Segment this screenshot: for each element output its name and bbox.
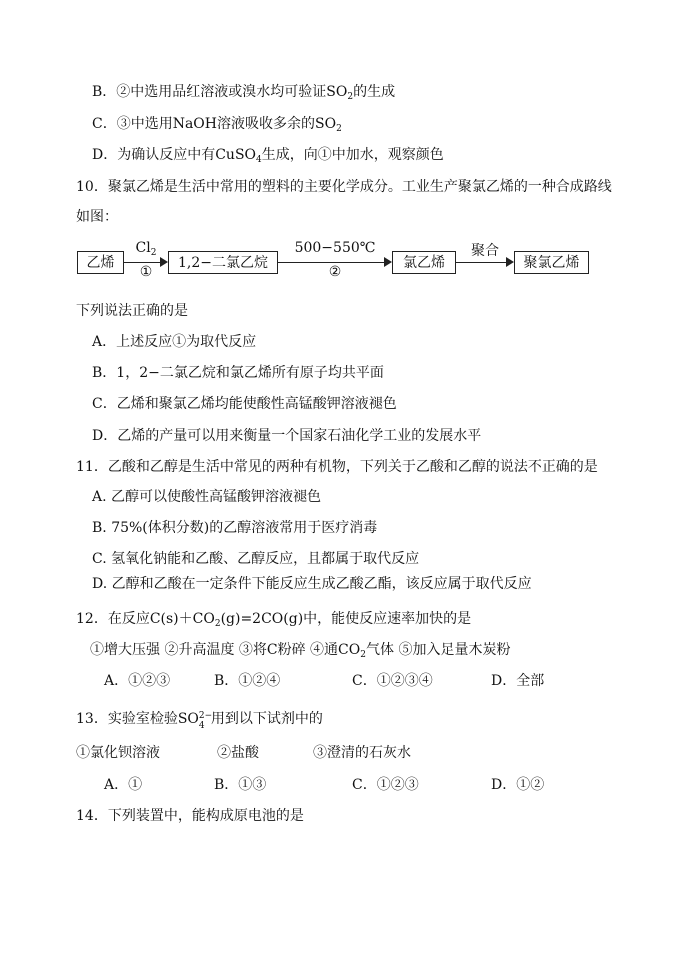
q13-reagent-1: ①氯化钡溶液 <box>76 745 160 761</box>
q12-option-b: B．①②④ <box>214 673 281 689</box>
q12-conditions-tail: 气体 ⑤加入足量木炭粉 <box>366 642 511 658</box>
q11-stem: 11．乙酸和乙醇是生活中常见的两种有机物，下列关于乙酸和乙醇的说法不正确的是 <box>76 459 598 475</box>
q10-option-b: B．1，2−二氯乙烷和氯乙烯所有原子均共平面 <box>92 365 384 381</box>
flow-arrow2-condition: 500−550℃ <box>294 240 376 256</box>
prev-option-c-sub: 2 <box>336 124 342 134</box>
q12-option-c: C．①②③④ <box>352 673 433 689</box>
flow-arrow2-step: ② <box>328 264 342 280</box>
flow-box-dichloroethane: 1,2−二氯乙烷 <box>168 251 278 274</box>
flow-box-vinyl-chloride: 氯乙烯 <box>392 251 456 274</box>
prev-option-b-tail: 的生成 <box>353 84 396 100</box>
q13-ion-charge <box>198 711 213 731</box>
flow-arrow1-reagent-sub: 2 <box>150 248 157 258</box>
q12-conditions <box>90 640 510 665</box>
q10-option-d: D．乙烯的产量可以用来衡量一个国家石油化学工业的发展水平 <box>92 428 482 444</box>
q13-reagent-2: ②盐酸 <box>217 745 259 761</box>
q10-stem: 10．聚氯乙烯是生活中常用的塑料的主要化学成分。工业生产聚氯乙烯的一种合成路线 <box>76 179 612 195</box>
flow-arrow1-step: ① <box>139 264 153 280</box>
prev-option-c <box>92 114 342 139</box>
q13-stem-text: 13．实验室检验SO <box>76 711 199 727</box>
prev-option-c-text: C．③中选用NaOH溶液吸收多余的SO <box>92 116 337 132</box>
prev-option-b-text: B．②中选用品红溶液或溴水均可验证SO <box>92 84 348 100</box>
q12-conditions-text: ①增大压强 ②升高温度 ③将C粉碎 ④通CO <box>90 642 361 658</box>
q12-option-a: A．①②③ <box>104 673 171 689</box>
q12-option-d: D．全部 <box>491 673 545 689</box>
q10-option-c: C．乙烯和聚氯乙烯均能使酸性高锰酸钾溶液褪色 <box>92 396 397 412</box>
flow-arrow3-line <box>456 262 506 263</box>
q13-option-b: B．①③ <box>214 777 267 793</box>
q12-stem-tail: (g)=2CO(g)中，能使反应速率加快的是 <box>220 611 472 627</box>
flow-box-pvc: 聚氯乙烯 <box>514 251 589 274</box>
q13-stem-tail: 用到以下试剂中的 <box>210 711 323 727</box>
q11-option-b: B. 75%(体积分数)的乙醇溶液常用于医疗消毒 <box>92 520 378 536</box>
q12-stem <box>76 609 471 634</box>
flow-arrow1-reagent <box>124 240 168 258</box>
flow-arrow1-reagent-text: Cl <box>135 240 151 256</box>
flow-arrow1-line <box>124 262 160 263</box>
q13-option-c: C．①②③ <box>352 777 419 793</box>
prev-option-d-sub: 4 <box>256 155 262 165</box>
q12-stem-text: 12．在反应C(s)＋CO <box>76 611 215 627</box>
flow-box-ethylene: 乙烯 <box>77 251 124 274</box>
q13-option-d: D．①② <box>491 777 545 793</box>
q13-ion-sup: 2− <box>198 711 213 721</box>
q12-stem-sub: 2 <box>214 619 221 629</box>
q13-ion-sub: 4 <box>198 721 205 731</box>
flow-arrow3-condition: 聚合 <box>471 243 499 259</box>
q10-stem-cont: 如图： <box>76 209 118 225</box>
q10-option-a: A．上述反应①为取代反应 <box>92 334 257 350</box>
q13-option-a: A．① <box>104 777 143 793</box>
q13-stem <box>76 709 323 729</box>
q10-prompt: 下列说法正确的是 <box>76 303 188 319</box>
prev-option-b <box>92 82 395 107</box>
q11-option-c: C. 氢氧化钠能和乙酸、乙醇反应，且都属于取代反应 <box>92 551 420 567</box>
q14-stem: 14．下列装置中，能构成原电池的是 <box>76 808 304 824</box>
flow-arrow2-line <box>278 262 384 263</box>
prev-option-b-sub: 2 <box>347 92 354 102</box>
prev-option-d-text: D．为确认反应中有CuSO <box>92 147 257 163</box>
q13-reagent-3: ③澄清的石灰水 <box>313 745 411 761</box>
q12-conditions-sub: 2 <box>360 650 366 660</box>
prev-option-d-tail: 生成，向①中加水，观察颜色 <box>261 147 444 163</box>
q11-option-a: A. 乙醇可以使酸性高锰酸钾溶液褪色 <box>92 489 322 505</box>
flow-arrow3-head <box>506 257 514 267</box>
prev-option-d <box>92 145 444 170</box>
q11-option-d: D. 乙醇和乙酸在一定条件下能反应生成乙酸乙酯，该反应属于取代反应 <box>92 576 532 592</box>
